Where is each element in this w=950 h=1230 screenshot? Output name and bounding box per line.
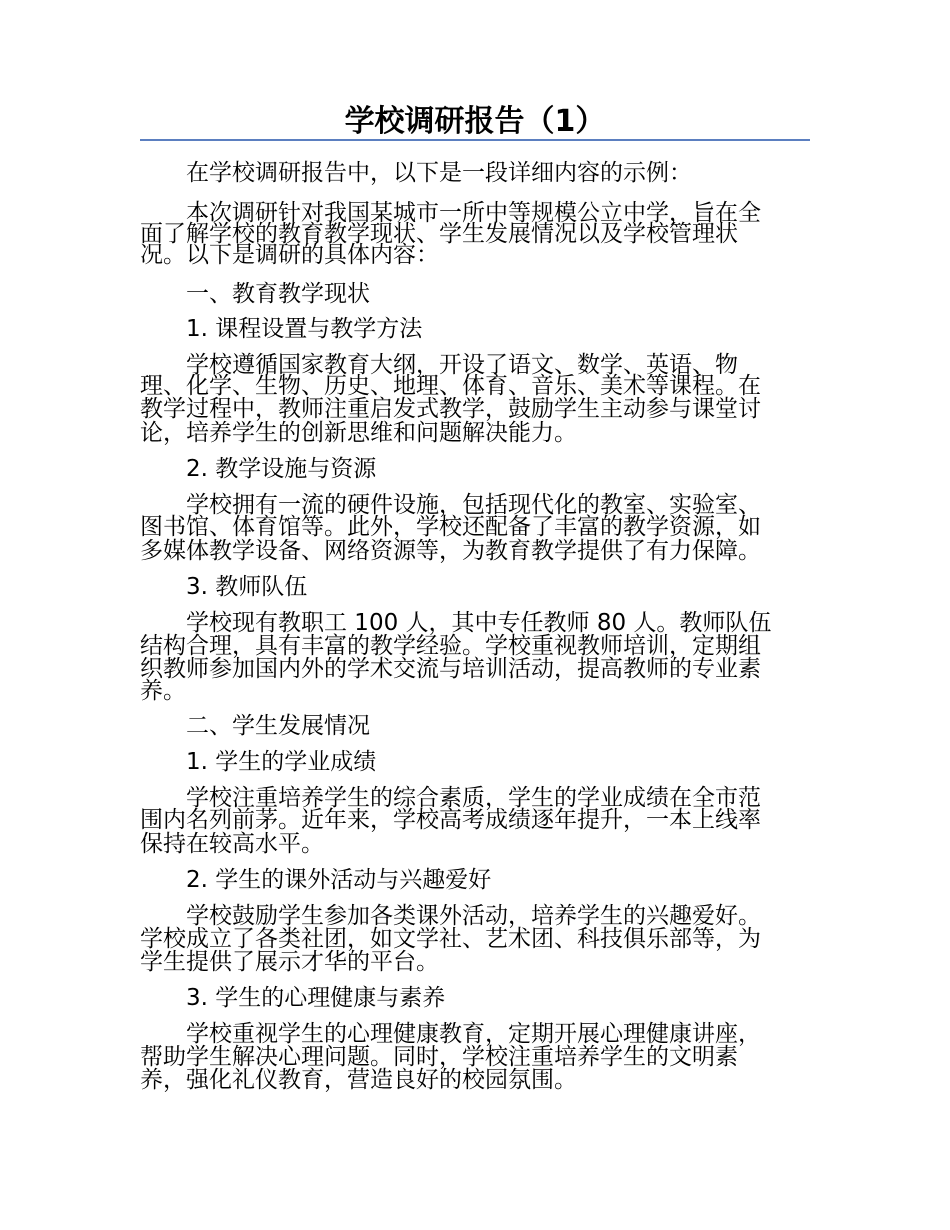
paragraph-line: 帮助学生解决心理问题。同时，学校注重培养学生的文明素 xyxy=(140,1044,738,1070)
subsection-heading: 1. 课程设置与教学方法 xyxy=(186,316,423,342)
paragraph-line: 学生提供了展示才华的平台。 xyxy=(140,949,439,975)
intro-line: 在学校调研报告中，以下是一段详细内容的示例： xyxy=(186,160,692,186)
paragraph-line: 教学过程中，教师注重启发式教学，鼓励学生主动参与课堂讨 xyxy=(140,396,761,422)
paragraph-line: 理、化学、生物、历史、地理、体育、音乐、美术等课程。在 xyxy=(140,373,761,399)
paragraph-line: 论，培养学生的创新思维和问题解决能力。 xyxy=(140,420,577,446)
paragraph-line: 学校成立了各类社团，如文学社、艺术团、科技俱乐部等，为 xyxy=(140,926,761,952)
subsection-heading: 2. 学生的课外活动与兴趣爱好 xyxy=(186,867,492,893)
paragraph-line: 学校重视学生的心理健康教育，定期开展心理健康讲座， xyxy=(186,1021,761,1047)
title-underline xyxy=(140,139,810,141)
section-heading: 二、学生发展情况 xyxy=(186,713,370,739)
paragraph-line: 本次调研针对我国某城市一所中等规模公立中学，旨在全 xyxy=(186,200,761,226)
paragraph-line: 结构合理，具有丰富的教学经验。学校重视教师培训，定期组 xyxy=(140,633,761,659)
paragraph-line: 织教师参加国内外的学术交流与培训活动，提高教师的专业素 xyxy=(140,656,761,682)
section-heading: 一、教育教学现状 xyxy=(186,281,370,307)
paragraph-line: 学校拥有一流的硬件设施，包括现代化的教室、实验室、 xyxy=(186,492,761,518)
paragraph-line: 图书馆、体育馆等。此外，学校还配备了丰富的教学资源，如 xyxy=(140,514,761,540)
paragraph-line: 保持在较高水平。 xyxy=(140,831,324,857)
paragraph-line: 多媒体教学设备、网络资源等，为教育教学提供了有力保障。 xyxy=(140,538,761,564)
paragraph-line: 学校现有教职工 100 人，其中专任教师 80 人。教师队伍 xyxy=(186,610,772,636)
paragraph-line: 围内名列前茅。近年来，学校高考成绩逐年提升，一本上线率 xyxy=(140,807,761,833)
subsection-heading: 2. 教学设施与资源 xyxy=(186,456,377,482)
page-title: 学校调研报告（1） xyxy=(344,104,606,139)
paragraph-line: 学校鼓励学生参加各类课外活动，培养学生的兴趣爱好。 xyxy=(186,903,761,929)
subsection-heading: 3. 教师队伍 xyxy=(186,574,308,600)
subsection-heading: 3. 学生的心理健康与素养 xyxy=(186,985,446,1011)
paragraph-line: 学校注重培养学生的综合素质，学生的学业成绩在全市范 xyxy=(186,785,761,811)
paragraph-line: 况。以下是调研的具体内容： xyxy=(140,242,439,268)
paragraph-line: 养，强化礼仪教育，营造良好的校园氛围。 xyxy=(140,1067,577,1093)
paragraph-line: 面了解学校的教育教学现状、学生发展情况以及学校管理状 xyxy=(140,221,738,247)
paragraph-line: 学校遵循国家教育大纲，开设了语文、数学、英语、物 xyxy=(186,352,738,378)
subsection-heading: 1. 学生的学业成绩 xyxy=(186,749,377,775)
paragraph-line: 养。 xyxy=(140,678,186,704)
